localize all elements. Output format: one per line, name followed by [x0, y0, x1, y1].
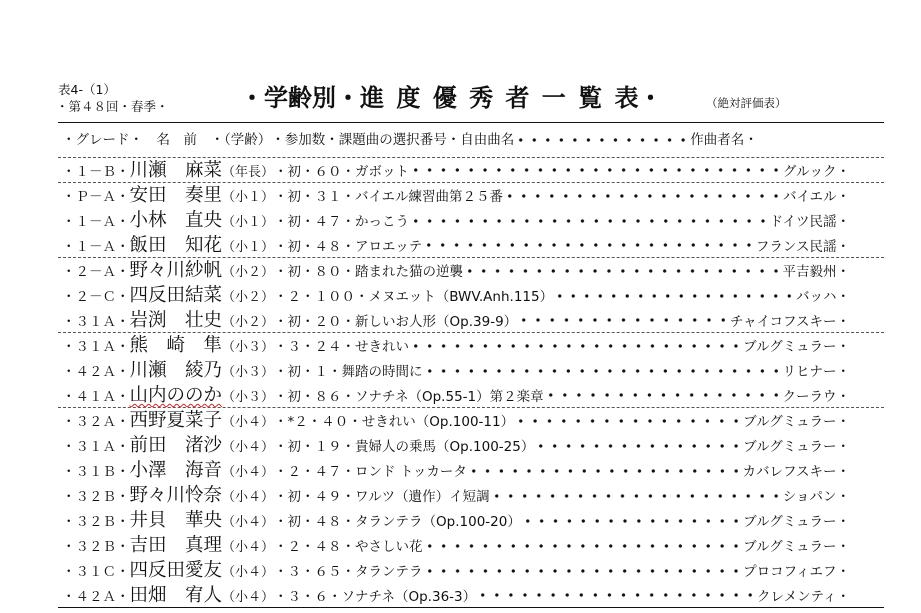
assigned-piece-number: ２４ ・	[315, 335, 356, 358]
table-row	[58, 558, 884, 583]
assigned-piece-number: ６５ ・	[315, 560, 356, 583]
assigned-piece-number: １ ・	[315, 360, 342, 383]
school-year: （小３）	[222, 365, 275, 380]
table-row	[58, 183, 884, 208]
grade-cell: ・ ３２Ａ ・	[62, 410, 130, 433]
free-piece-title: せきれい	[355, 339, 410, 355]
student-name: 西野夏菜子	[129, 410, 223, 431]
table-row	[58, 583, 884, 608]
participation-count: ・ 初 ・	[274, 160, 315, 183]
grade-cell: ・ ３２Ｂ ・	[62, 485, 130, 508]
participation-count: ・ 初 ・	[274, 385, 315, 408]
composer-name: バッハ ・	[796, 285, 850, 308]
school-year: （小４）	[222, 565, 275, 580]
composer-name: ブルグミュラー ・	[743, 335, 850, 358]
composer-name: バイエル ・	[783, 185, 850, 208]
dot-leader	[517, 308, 730, 332]
assigned-piece-number: ３１ ・	[315, 185, 356, 208]
participation-count: ・ 初 ・	[274, 210, 315, 233]
dot-leader	[521, 508, 743, 533]
student-name: 四反田結菜	[129, 285, 223, 306]
dot-leader	[490, 483, 783, 508]
student-name: 吉田 真理	[129, 535, 223, 556]
student-name: 岩渕 壮史	[129, 310, 223, 331]
school-year: （小４）	[222, 415, 275, 430]
grade-cell: ・ Ｐ－Ａ ・	[62, 185, 130, 208]
student-name: 野々川紗帆	[129, 260, 223, 281]
dot-leader	[423, 533, 744, 558]
school-year: （小３）	[222, 340, 275, 355]
composer-name: グルック ・	[783, 160, 850, 183]
composer-name: ブルグミュラー ・	[743, 535, 850, 558]
participation-count: ・ ３ ・	[274, 585, 315, 608]
table-row	[58, 283, 884, 308]
composer-name: ショパン ・	[783, 485, 850, 508]
free-piece-title: バイエル練習曲第２５番	[355, 189, 503, 205]
page-title: ・学齢別・進 度 優 秀 者 一 覧 表・	[240, 84, 663, 112]
school-year: （小２）	[222, 290, 275, 305]
participation-count: ・ 初 ・	[274, 260, 315, 283]
table-number: 表4-（1）	[58, 82, 116, 97]
free-piece-title: かっこう	[355, 214, 410, 230]
dot-leader	[514, 408, 743, 433]
free-piece-title: ソナチネ（Op.36-3）	[341, 589, 477, 605]
free-piece-title: ガボット	[355, 164, 410, 180]
assigned-piece-number: ４８ ・	[315, 235, 356, 258]
school-year: （小４）	[222, 490, 275, 505]
participation-count: ・ 初 ・	[274, 435, 315, 458]
grade-cell: ・ ３１Ｃ ・	[62, 560, 130, 583]
dot-leader	[423, 358, 783, 383]
free-piece-title: ワルツ（遺作）イ短調	[355, 489, 490, 505]
participation-count: ・ 初 ・	[274, 485, 315, 508]
grade-cell: ・ １－Ａ ・	[62, 210, 130, 233]
header-name: 名 前	[143, 132, 211, 148]
table-row	[58, 308, 884, 333]
composer-name: ブルグミュラー ・	[743, 435, 850, 458]
dot-leader	[503, 183, 783, 208]
school-year: （年長）	[222, 165, 275, 180]
grade-cell: ・ ４２Ａ ・	[62, 360, 130, 383]
dot-leader	[534, 433, 743, 458]
assigned-piece-number: ６０ ・	[315, 160, 356, 183]
composer-name: プロコフィエフ ・	[743, 560, 850, 583]
table-header	[58, 122, 884, 158]
table-row	[58, 333, 884, 358]
table-row	[58, 533, 884, 558]
results-table	[58, 158, 884, 608]
table-row	[58, 233, 884, 258]
free-piece-title: ソナチネ（Op.55-1）第２楽章	[355, 389, 544, 405]
composer-name: リヒナー ・	[783, 360, 851, 383]
school-year: （小１）	[222, 190, 275, 205]
school-year: （小１）	[222, 215, 275, 230]
composer-name: クーラウ ・	[783, 385, 851, 408]
composer-name: チャイコフスキー ・	[730, 310, 850, 333]
participation-count: ・ ２ ・	[274, 535, 315, 558]
header-dot-leader	[514, 123, 690, 157]
assigned-piece-number: ４８ ・	[315, 510, 356, 533]
table-row	[58, 258, 884, 283]
assigned-piece-number: １９ ・	[315, 435, 356, 458]
table-row	[58, 433, 884, 458]
school-year: （小４）	[222, 590, 275, 605]
free-piece-title: やさしい花	[355, 539, 423, 555]
grade-cell: ・ ２－Ａ ・	[62, 260, 130, 283]
free-piece-title: 貴婦人の乗馬（Op.100-25）	[355, 439, 535, 455]
grade-cell: ・ ３１Ａ ・	[62, 335, 130, 358]
free-piece-title: 舞踏の時間に	[341, 364, 423, 380]
assigned-piece-number: ６ ・	[315, 585, 342, 608]
assigned-piece-number: ２０ ・	[315, 310, 356, 333]
assigned-piece-number: ８６ ・	[315, 385, 356, 408]
school-year: （小４）	[222, 440, 275, 455]
participation-count: ・ 初 ・	[274, 510, 315, 533]
table-row	[58, 458, 884, 483]
participation-count: ・ ３ ・	[274, 335, 315, 358]
grade-cell: ・ ３１Ａ ・	[62, 310, 130, 333]
header-age: ・ （学齢）	[211, 130, 272, 150]
participation-count: ・ *２ ・	[274, 410, 321, 433]
table-row	[58, 208, 884, 233]
header-free-piece: ・ 自由曲名	[447, 130, 515, 150]
header-count: ・ 参加数	[271, 130, 325, 150]
school-year: （小２）	[222, 265, 275, 280]
free-piece-title: 新しいお人形（Op.39-9）	[355, 314, 518, 330]
participation-count: ・ 初 ・	[274, 185, 315, 208]
student-name: 小林 直央	[129, 210, 223, 231]
dot-leader	[409, 158, 783, 182]
student-name: 山内ののか	[129, 385, 223, 406]
grade-cell: ・ ２－Ｃ ・	[62, 285, 130, 308]
student-name: 熊 崎 隼	[129, 335, 223, 356]
assigned-piece-number: １００ ・	[315, 285, 369, 308]
assigned-piece-number: ８０ ・	[315, 260, 356, 283]
assigned-piece-number: ４８ ・	[315, 535, 356, 558]
composer-name: カバレフスキー ・	[743, 460, 850, 483]
school-year: （小１）	[222, 240, 275, 255]
table-row	[58, 383, 884, 408]
school-year: （小３）	[222, 390, 275, 405]
school-year: （小４）	[222, 465, 275, 480]
header-grade: ・ グレード ・	[62, 130, 143, 150]
free-piece-title: 踏まれた猫の逆襲	[355, 264, 464, 280]
grade-cell: ・ ３２Ｂ ・	[62, 510, 130, 533]
dot-leader	[467, 458, 743, 483]
student-name: 飯田 知花	[129, 235, 223, 256]
grade-cell: ・ ３２Ｂ ・	[62, 535, 130, 558]
table-row	[58, 483, 884, 508]
free-piece-title: せきれい（Op.100-11）	[361, 414, 515, 430]
session-label: ・第４８回・春季・	[56, 99, 169, 114]
grade-cell: ・ １－Ｂ ・	[62, 160, 130, 183]
composer-name: フランス民謡 ・	[756, 235, 850, 258]
grade-cell: ・ ３１Ａ ・	[62, 435, 130, 458]
dot-leader	[409, 208, 770, 233]
student-name: 井貝 華央	[129, 510, 223, 531]
free-piece-title: ロンド トッカータ	[355, 464, 467, 480]
assigned-piece-number: ４９ ・	[315, 485, 356, 508]
participation-count: ・ 初 ・	[274, 310, 315, 333]
dot-leader	[422, 233, 756, 257]
grade-cell: ・ ３１Ｂ ・	[62, 460, 130, 483]
dot-leader	[463, 258, 782, 283]
participation-count: ・ 初 ・	[274, 360, 315, 383]
composer-name: ブルグミュラー ・	[743, 510, 850, 533]
header-composer: 作曲者名 ・	[690, 130, 758, 150]
free-piece-title: アロエッテ	[355, 239, 423, 255]
school-year: （小２）	[222, 315, 275, 330]
grade-cell: ・ ４１Ａ ・	[62, 385, 130, 408]
header-assigned-number: ・ 課題曲の選択番号	[325, 130, 447, 150]
participation-count: ・ ２ ・	[274, 460, 315, 483]
free-piece-title: タランテラ（Op.100-20）	[355, 514, 521, 530]
student-name: 川瀬 綾乃	[129, 360, 223, 381]
student-name: 野々川怜奈	[129, 485, 223, 506]
school-year: （小４）	[222, 515, 275, 530]
assigned-piece-number: ４７ ・	[315, 210, 356, 233]
student-name: 田畑 宥人	[129, 585, 223, 606]
table-row	[58, 508, 884, 533]
student-name: 小澤 海音	[129, 460, 223, 481]
composer-name: ブルグミュラー ・	[743, 410, 850, 433]
student-name: 川瀬 麻菜	[129, 160, 223, 181]
grade-cell: ・ １－Ａ ・	[62, 235, 130, 258]
dot-leader	[553, 283, 796, 308]
assigned-piece-number: ４７ ・	[315, 460, 356, 483]
student-name: 安田 奏里	[129, 185, 223, 206]
student-name: 前田 渚沙	[129, 435, 223, 456]
free-piece-title: タランテラ	[355, 564, 423, 580]
table-row	[58, 158, 884, 183]
participation-count: ・ 初 ・	[274, 235, 315, 258]
school-year: （小４）	[222, 540, 275, 555]
dot-leader	[476, 583, 757, 607]
student-name: 四反田愛友	[129, 560, 223, 581]
dot-leader	[423, 558, 744, 583]
assigned-piece-number: ４０ ・	[321, 410, 362, 433]
title-note: （絶対評価表）	[706, 96, 787, 110]
table-row	[58, 358, 884, 383]
composer-name: 平吉毅州 ・	[783, 260, 851, 283]
dot-leader	[409, 333, 743, 358]
composer-name: ドイツ民謡 ・	[770, 210, 850, 233]
participation-count: ・ ３ ・	[274, 560, 315, 583]
free-piece-title: メヌエット（BWV.Anh.115）	[368, 289, 554, 305]
dot-leader	[544, 383, 783, 407]
table-row	[58, 408, 884, 433]
composer-name: クレメンティ ・	[757, 585, 850, 608]
grade-cell: ・ ４２Ａ ・	[62, 585, 130, 608]
participation-count: ・ ２ ・	[274, 285, 315, 308]
